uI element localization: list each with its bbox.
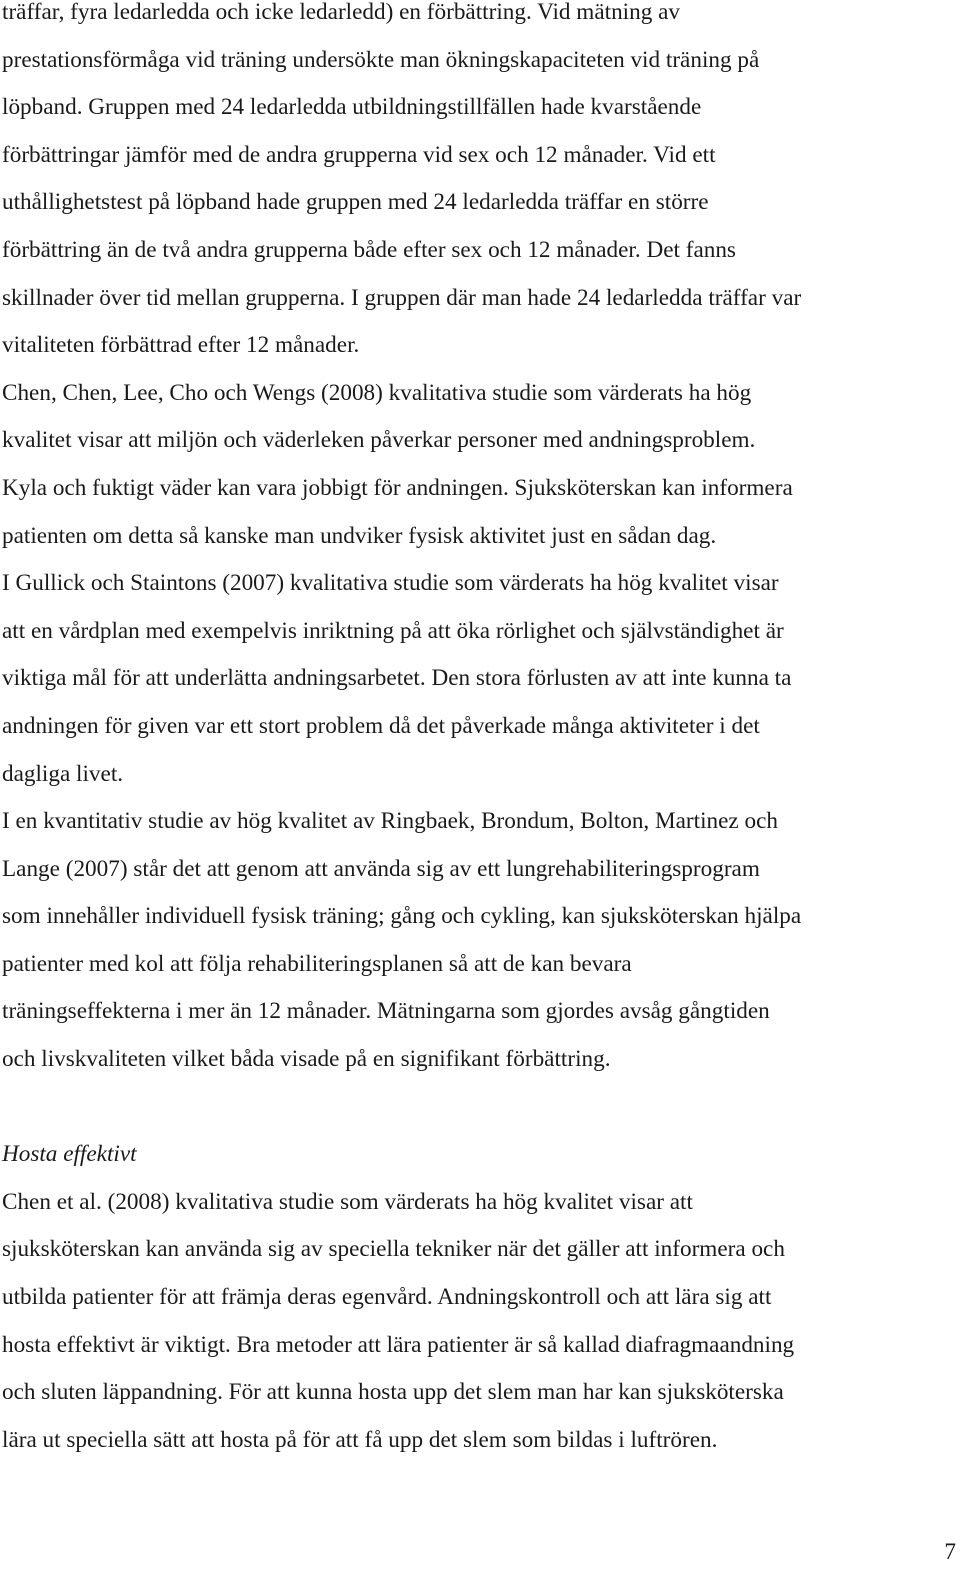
text-line: dagliga livet. (2, 760, 124, 787)
text-line: förbättringar jämför med de andra grupperna vid sex och 12 månader. Vid ett (2, 141, 716, 168)
text-line: Chen et al. (2008) kvalitativa studie som värderats ha hög kvalitet visar att (2, 1188, 693, 1215)
page-number: 7 (944, 1539, 956, 1565)
text-line: Lange (2007) står det att genom att använda sig av ett lungrehabiliteringsprogram (2, 855, 760, 882)
text-line: Chen, Chen, Lee, Cho och Wengs (2008) kvalitativa studie som värderats ha hög (2, 379, 752, 406)
paragraph-spacer (2, 1084, 952, 1132)
text-line: I en kvantitativ studie av hög kvalitet av Ringbaek, Brondum, Bolton, Martinez och (2, 808, 778, 835)
text-line: skillnader över tid mellan grupperna. I gruppen där man hade 24 ledarledda träffar var (2, 284, 802, 311)
text-line: sjuksköterskan kan använda sig av speciella tekniker när det gäller att informera och (2, 1236, 785, 1263)
text-line: Kyla och fuktigt väder kan vara jobbigt för andningen. Sjuksköterskan kan informera (2, 474, 793, 501)
text-line: patienter med kol att följa rehabiliteringsplanen så att de kan bevara (2, 950, 632, 977)
text-line: och sluten läppandning. För att kunna hosta upp det slem man har kan sjuksköterska (2, 1379, 784, 1406)
text-line: prestationsförmåga vid träning undersökte man ökningskapaciteten vid träning på (2, 46, 760, 73)
text-line: I Gullick och Staintons (2007) kvalitativa studie som värderats ha hög kvalitet visar (2, 570, 779, 597)
text-line: löpband. Gruppen med 24 ledarledda utbildningstillfällen hade kvarstående (2, 94, 702, 121)
text-line: vitaliteten förbättrad efter 12 månader. (2, 332, 360, 359)
text-line: andningen för given var ett stort problem då det påverkade många aktiviteter i det (2, 712, 760, 739)
text-line: hosta effektivt är viktigt. Bra metoder att lära patienter är så kallad diafragmaandning (2, 1331, 795, 1358)
text-line: uthållighetstest på löpband hade gruppen med 24 ledarledda träffar en större (2, 189, 709, 216)
text-line: att en vårdplan med exempelvis inriktning på att öka rörlighet och självständighet är (2, 617, 784, 644)
text-line: utbilda patienter för att främja deras egenvård. Andningskontroll och att lära sig att (2, 1284, 772, 1311)
document-body (2, 0, 952, 1464)
text-line: och livskvaliteten vilket båda visade på en signifikant förbättring. (2, 1046, 611, 1073)
text-line: förbättring än de två andra grupperna både efter sex och 12 månader. Det fanns (2, 236, 736, 263)
text-line: träningseffekterna i mer än 12 månader. Mätningarna som gjordes avsåg gångtiden (2, 998, 770, 1025)
text-line: träffar, fyra ledarledda och icke ledarledd) en förbättring. Vid mätning av (2, 0, 680, 25)
text-line: viktiga mål för att underlätta andningsarbetet. Den stora förlusten av att inte kunna ta (2, 665, 792, 692)
text-line: lära ut speciella sätt att hosta på för att få upp det slem som bildas i luftrören. (2, 1426, 718, 1453)
text-line: patienten om detta så kanske man undviker fysisk aktivitet just en sådan dag. (2, 522, 717, 549)
text-line: som innehåller individuell fysisk träning; gång och cykling, kan sjuksköterskan hjälpa (2, 903, 802, 930)
text-line: kvalitet visar att miljön och väderleken påverkar personer med andningsproblem. (2, 427, 756, 454)
section-heading: Hosta effektivt (2, 1141, 137, 1168)
